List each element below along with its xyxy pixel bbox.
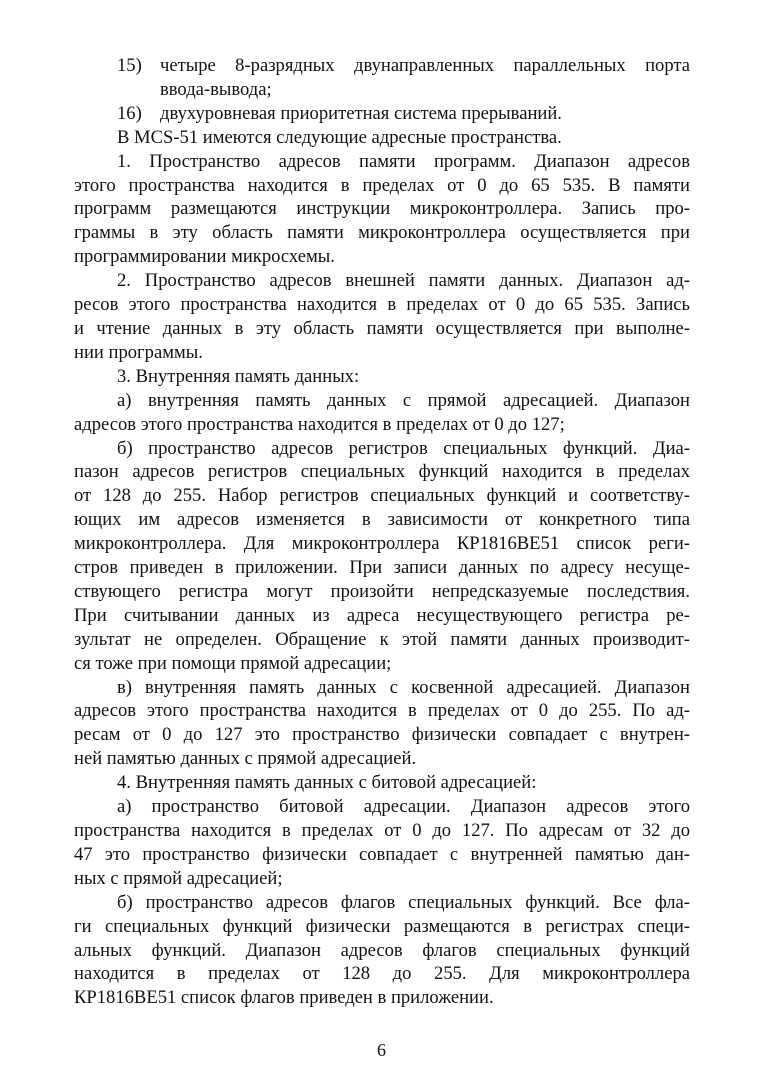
paragraph-internal-data-memory <box>74 365 690 389</box>
list-number: 16) <box>117 102 142 124</box>
paragraph-external-data-memory <box>74 269 690 365</box>
text-line: программировании микросхемы. <box>74 246 335 268</box>
text-line: пространства находится в пределах от 0 до 127. По адресам от 32 до <box>74 820 690 841</box>
paragraph-bit-space <box>74 795 690 891</box>
text-line: и чтение данных в эту область памяти осуществляется при выполне- <box>74 317 690 339</box>
text-line: программ размещаются инструкции микроконтроллера. Запись про- <box>74 198 690 220</box>
text-line: нии программы. <box>74 341 203 363</box>
text-line: В MCS-51 имеются следующие адресные пространства. <box>117 126 562 148</box>
text-line: ресам от 0 до 127 это пространство физически совпадает с внутрен- <box>74 724 690 746</box>
text-line: ных с прямой адресацией; <box>74 867 283 889</box>
paragraph-sfr-flags <box>74 891 690 1011</box>
page-number: 6 <box>377 1040 386 1060</box>
text-line: а) пространство битовой адресации. Диапазон адресов этого <box>117 796 690 818</box>
text-line: адресов этого пространства находится в пределах от 0 до 255. По ад- <box>74 700 690 722</box>
text-line: а) внутренняя память данных с прямой адресацией. Диапазон <box>117 389 690 411</box>
text-line: 4. Внутренняя память данных с битовой адресацией: <box>117 772 537 794</box>
paragraph-program-memory <box>74 150 690 270</box>
text-line: 47 это пространство физически совпадает с внутренней памятью дан- <box>74 843 690 865</box>
text-line: альных функций. Диапазон адресов флагов специальных функций <box>74 939 690 961</box>
paragraph-intro <box>74 126 690 150</box>
text-line: б) пространство адресов флагов специальных функций. Все фла- <box>117 891 690 913</box>
text-line: этого пространства находится в пределах от 0 до 65 535. В памяти <box>74 174 690 196</box>
text-line: стров приведен в приложении. При записи данных по адресу несуще- <box>74 557 690 579</box>
text-line: микроконтроллера. Для микроконтроллера КР1816ВЕ51 список реги- <box>74 533 690 555</box>
text-line: ресов этого пространства находится в пределах от 0 до 65 535. Запись <box>74 294 690 316</box>
text-line: двухуровневая приоритетная система прерываний. <box>160 102 562 124</box>
text-line: адресов этого пространства находится в пределах от 0 до 127; <box>74 413 565 435</box>
text-line: зультат не определен. Обращение к этой памяти данных производит- <box>74 628 690 650</box>
text-line: б) пространство адресов регистров специальных функций. Диа- <box>117 437 690 459</box>
paragraph-sfr <box>74 437 690 676</box>
text-line: граммы в эту область памяти микроконтроллера осуществляется при <box>74 222 690 244</box>
list-item-15 <box>74 54 690 102</box>
text-line: в) внутренняя память данных с косвенной адресацией. Диапазон <box>117 676 690 698</box>
text-line: ся тоже при помощи прямой адресации; <box>74 652 392 674</box>
text-line: КР1816ВЕ51 список флагов приведен в приложении. <box>74 987 494 1009</box>
text-line: пазон адресов регистров специальных функций находится в пределах <box>74 461 690 483</box>
text-line: При считывании данных из адреса несуществующего регистра ре- <box>74 604 690 626</box>
text-line: находится в пределах от 128 до 255. Для микроконтроллера <box>74 963 690 985</box>
paragraph-indirect-addressing <box>74 676 690 772</box>
text-line: ввода-вывода; <box>160 78 272 100</box>
paragraph-direct-addressing <box>74 389 690 437</box>
text-line: 3. Внутренняя память данных: <box>117 365 360 387</box>
text-line: ги специальных функций физически размещаются в регистрах специ- <box>74 915 690 937</box>
text-line: ствующего регистра могут произойти непредсказуемые последствия. <box>74 580 690 602</box>
paragraph-bit-addressing <box>74 771 690 795</box>
text-line: 2. Пространство адресов внешней памяти данных. Диапазон ад- <box>117 270 690 292</box>
text-line: ющих им адресов изменяется в зависимости от конкретного типа <box>74 509 690 531</box>
list-item-16 <box>74 102 690 126</box>
text-line: от 128 до 255. Набор регистров специальных функций и соответству- <box>74 485 690 507</box>
text-line: ней памятью данных с прямой адресацией. <box>74 748 417 770</box>
text-line: четыре 8-разрядных двунаправленных параллельных порта <box>160 55 690 76</box>
body-text <box>74 54 690 1010</box>
text-line: 1. Пространство адресов памяти программ. Диапазон адресов <box>117 150 690 172</box>
list-number: 15) <box>117 55 142 76</box>
